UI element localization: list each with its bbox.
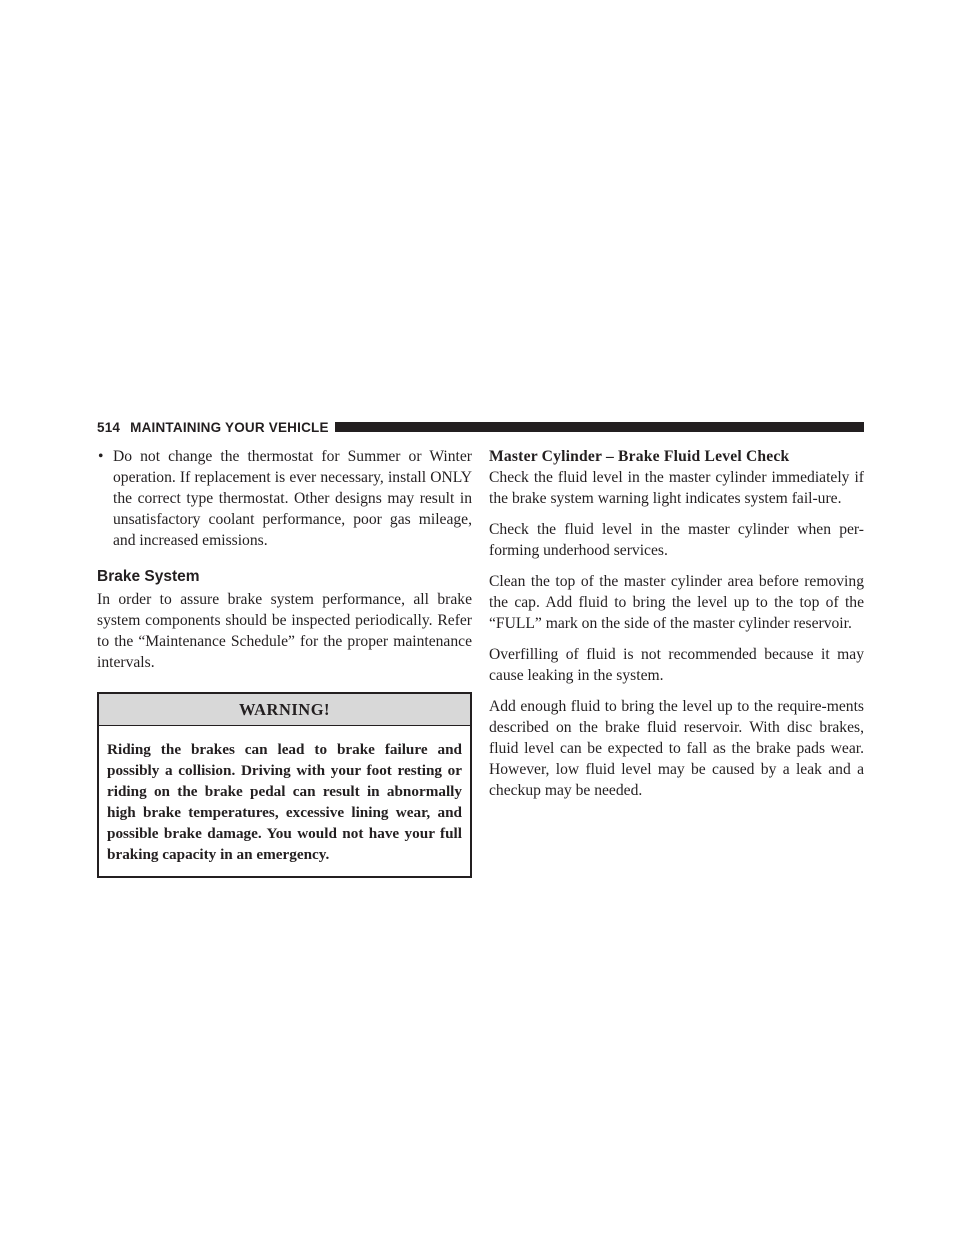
subheading: Master Cylinder – Brake Fluid Level Check	[489, 448, 790, 465]
header-rule	[335, 422, 864, 432]
paragraph: Clean the top of the master cylinder area before removing the cap. Add fluid to bring the level up to the top of the “FULL” mark on the side of the master cylinder reservoir.	[489, 573, 864, 632]
section-heading: Brake System	[97, 568, 200, 585]
brake-system-paragraph: In order to assure brake system performance, all brake system components should be inspected periodically. Refer to the “Maintenance Schedule” for the proper maintenance intervals.	[97, 591, 472, 671]
page-number: 514	[97, 419, 121, 435]
right-column	[489, 446, 864, 801]
section-title: MAINTAINING YOUR VEHICLE	[130, 419, 329, 435]
paragraph: Overfilling of fluid is not recommended because it may cause leaking in the system.	[489, 646, 864, 684]
warning-title: WARNING!	[99, 694, 470, 726]
bullet-icon: •	[98, 448, 104, 465]
warning-box	[97, 692, 472, 878]
bullet-item	[97, 446, 472, 551]
left-column	[97, 446, 472, 878]
paragraph: Check the fluid level in the master cylinder when per-forming underhood services.	[489, 521, 864, 559]
bullet-text: Do not change the thermostat for Summer or Winter operation. If replacement is ever necessary, install ONLY the correct type thermostat. Other designs may result in unsatisfactory coolant performance, poor gas mileage, and increased emissions.	[113, 448, 472, 549]
warning-body: Riding the brakes can lead to brake failure and possibly a collision. Driving with your foot resting or riding on the brake pedal can result in abnormally high brake temperatures, excessive lining wear, and possible brake damage. You would not have your full braking capacity in an emergency.	[107, 741, 462, 863]
paragraph: Add enough fluid to bring the level up to the require-ments described on the brake fluid reservoir. With disc brakes, fluid level can be expected to fall as the brake pads wear. However, low fluid level may be caused by a leak and a checkup may be needed.	[489, 698, 864, 799]
paragraph: Check the fluid level in the master cylinder immediately if the brake system warning light indicates system fail-ure.	[489, 469, 864, 507]
page-header	[97, 418, 864, 436]
